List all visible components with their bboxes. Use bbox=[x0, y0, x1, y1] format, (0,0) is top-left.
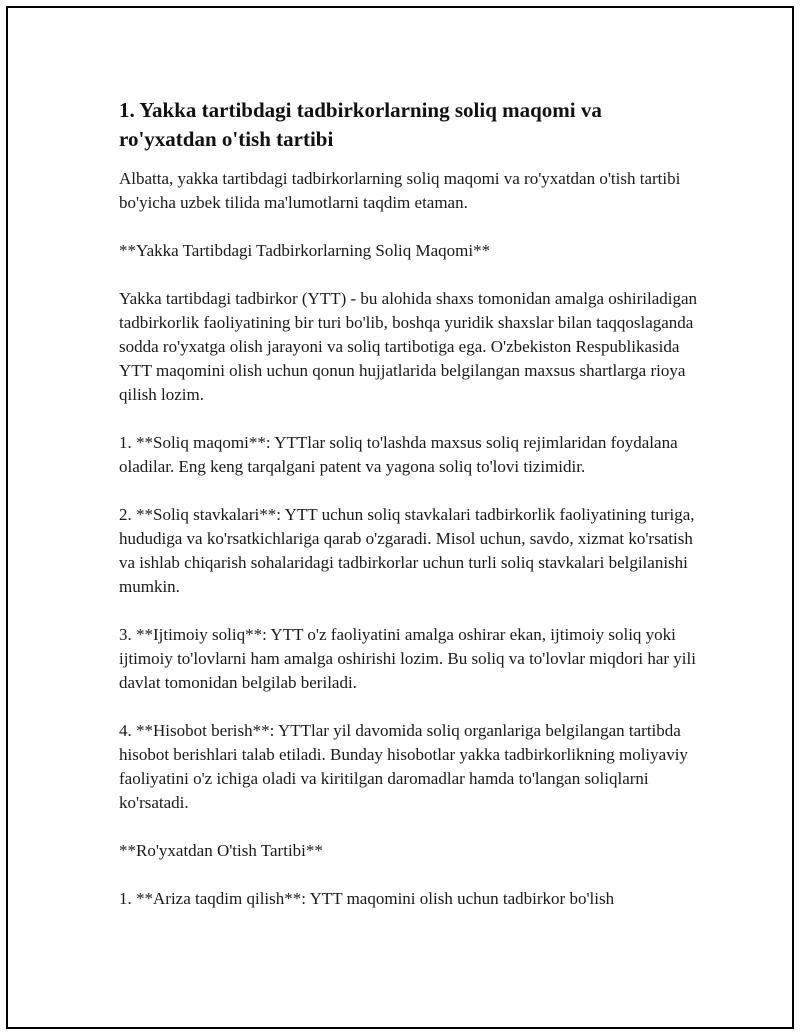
document-body bbox=[119, 96, 699, 935]
page-frame bbox=[6, 6, 794, 1029]
list-item-tax-rates: 2. **Soliq stavkalari**: YTT uchun soliq stavkalari tadbirkorlik faoliyatining turiga, hududiga va ko'rsatkichlariga qarab o'zgaradi. Misol uchun, savdo, xizmat ko'rsatish va ishlab chiqarish sohalaridagi tadbirkorlar uchun turli soliq stavkalari belgilanishi mumkin. bbox=[119, 505, 695, 596]
list-item-reporting: 4. **Hisobot berish**: YTTlar yil davomida soliq organlariga belgilangan tartibda hisobot berishlari talab etiladi. Bunday hisobotlar yakka tadbirkorlikning moliyaviy faoliyatini o'z ichiga oladi va kiritilgan daromadlar hamda to'langan soliqlarni ko'rsatadi. bbox=[119, 721, 688, 812]
list-item-application: 1. **Ariza taqdim qilish**: YTT maqomini olish uchun tadbirkor bo'lish bbox=[119, 889, 615, 908]
definition-paragraph: Yakka tartibdagi tadbirkor (YTT) - bu alohida shaxs tomonidan amalga oshiriladigan tadbirkorlik faoliyatining bir turi bo'lib, boshqa yuridik shaxslar bilan taqqoslaganda sodda ro'yxatga olish jarayoni va soliq tartibotiga ega. O'zbekiston Respublikasida YTT maqomini olish uchun qonun hujjatlarida belgilangan maxsus shartlarga rioya qilish lozim. bbox=[119, 289, 698, 404]
intro-paragraph: Albatta, yakka tartibdagi tadbirkorlarning soliq maqomi va ro'yxatdan o'tish tartibi bo'yicha uzbek tilida ma'lumotlarni taqdim etaman. bbox=[119, 169, 681, 212]
list-item-social-tax: 3. **Ijtimoiy soliq**: YTT o'z faoliyatini amalga oshirar ekan, ijtimoiy soliq yoki ijtimoiy to'lovlarni ham amalga oshirishi lozim. Bu soliq va to'lovlar miqdori har yili davlat tomonidan belgilab beriladi. bbox=[119, 625, 696, 692]
section-heading-registration: **Ro'yxatdan O'tish Tartibi** bbox=[119, 841, 323, 860]
document-title: 1. Yakka tartibdagi tadbirkorlarning soliq maqomi va ro'yxatdan o'tish tartibi bbox=[119, 98, 602, 151]
section-heading-tax-status: **Yakka Tartibdagi Tadbirkorlarning Soliq Maqomi** bbox=[119, 241, 491, 260]
list-item-tax-status: 1. **Soliq maqomi**: YTTlar soliq to'lashda maxsus soliq rejimlaridan foydalana oladilar. Eng keng tarqalgani patent va yagona soliq to'lovi tizimidir. bbox=[119, 433, 678, 476]
